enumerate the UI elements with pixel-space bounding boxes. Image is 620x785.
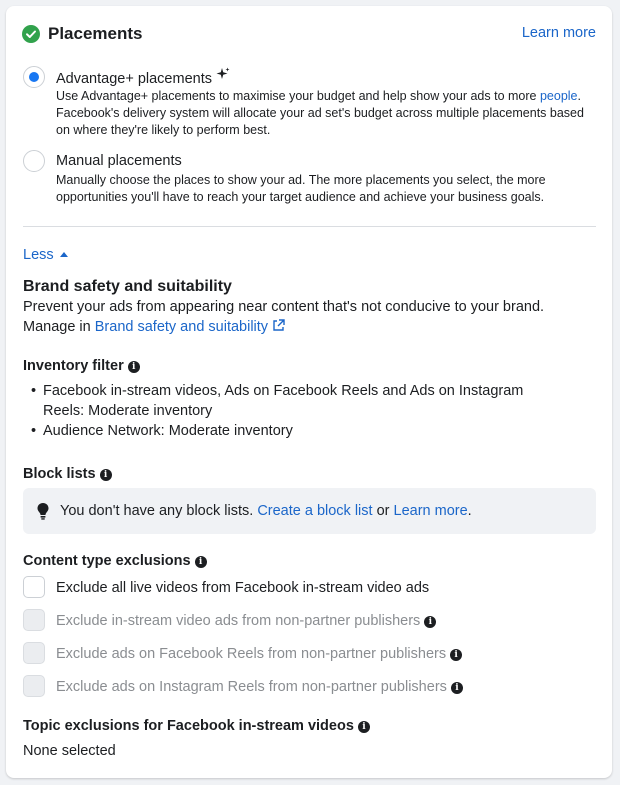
manual-placements-description: Manually choose the places to show your ad. The more placements you select, the more opportunities you'll have to reach your target audience and achieve your business goals. [56,173,546,204]
exclude-instream-checkbox[interactable] [23,609,45,631]
block-lists-message: You don't have any block lists. Create a block list or Learn more. [60,503,472,519]
info-icon[interactable]: i [450,649,462,661]
info-icon[interactable]: i [128,361,140,373]
list-item: • Facebook in-stream videos, Ads on Facebook Reels and Ads on Instagram Reels: Moderate inventory [29,381,529,421]
inventory-filter-title: Inventory filter i [23,358,140,374]
info-icon[interactable]: i [424,616,436,628]
checkbox-label: Exclude ads on Facebook Reels from non-partner publishers i [56,644,462,664]
block-lists-title: Block lists i [23,466,112,482]
lightbulb-icon [36,502,50,525]
block-lists-notice [23,488,596,534]
divider [23,226,596,227]
info-icon[interactable]: i [451,682,463,694]
checkbox-label: Exclude all live videos from Facebook in-stream video ads [56,580,430,596]
exclude-live-videos-checkbox[interactable] [23,576,45,598]
learn-more-link[interactable]: Learn more [521,25,596,41]
info-icon[interactable]: i [100,469,112,481]
list-item: • Audience Network: Moderate inventory [29,421,529,441]
advantage-placements-radio[interactable] [23,66,45,88]
brand-safety-link[interactable]: Brand safety and suitability [94,319,269,335]
people-link[interactable]: people [539,89,578,103]
info-icon[interactable]: i [195,556,207,568]
check-circle-icon [22,25,40,43]
checkbox-label: Exclude ads on Instagram Reels from non-partner publishers i [56,677,463,697]
checkbox-label: Exclude in-stream video ads from non-partner publishers i [56,611,436,631]
topic-exclusions-value: None selected [23,743,116,759]
create-block-list-link[interactable]: Create a block list [257,503,373,519]
less-toggle[interactable]: Less [23,245,68,263]
inventory-filter-list [29,381,529,441]
content-exclusions-title: Content type exclusions i [23,553,207,569]
manual-placements-label: Manual placements [56,153,182,169]
block-lists-learn-more-link[interactable]: Learn more [393,503,468,519]
brand-safety-description: Prevent your ads from appearing near content that's not conducive to your brand. Manage in Brand safety and suitability [23,297,593,338]
section-title: Placements [48,24,143,43]
brand-safety-title: Brand safety and suitability [23,278,232,295]
advantage-placements-label: Advantage+ placements [56,67,230,89]
advantage-placements-description: Use Advantage+ placements to maximise your budget and help show your ads to more people. Facebook's delivery system will allocate your ad set's budget across multiple placements based on where they're likely to perform best. [56,89,584,137]
caret-up-icon [60,245,68,261]
exclude-facebook-reels-checkbox[interactable] [23,642,45,664]
sparkle-icon [216,67,230,87]
exclude-instagram-reels-checkbox[interactable] [23,675,45,697]
info-icon[interactable]: i [358,721,370,733]
placements-card [6,6,612,778]
manual-placements-radio[interactable] [23,150,45,172]
external-link-icon[interactable] [272,318,285,338]
topic-exclusions-title: Topic exclusions for Facebook in-stream videos i [23,718,370,734]
